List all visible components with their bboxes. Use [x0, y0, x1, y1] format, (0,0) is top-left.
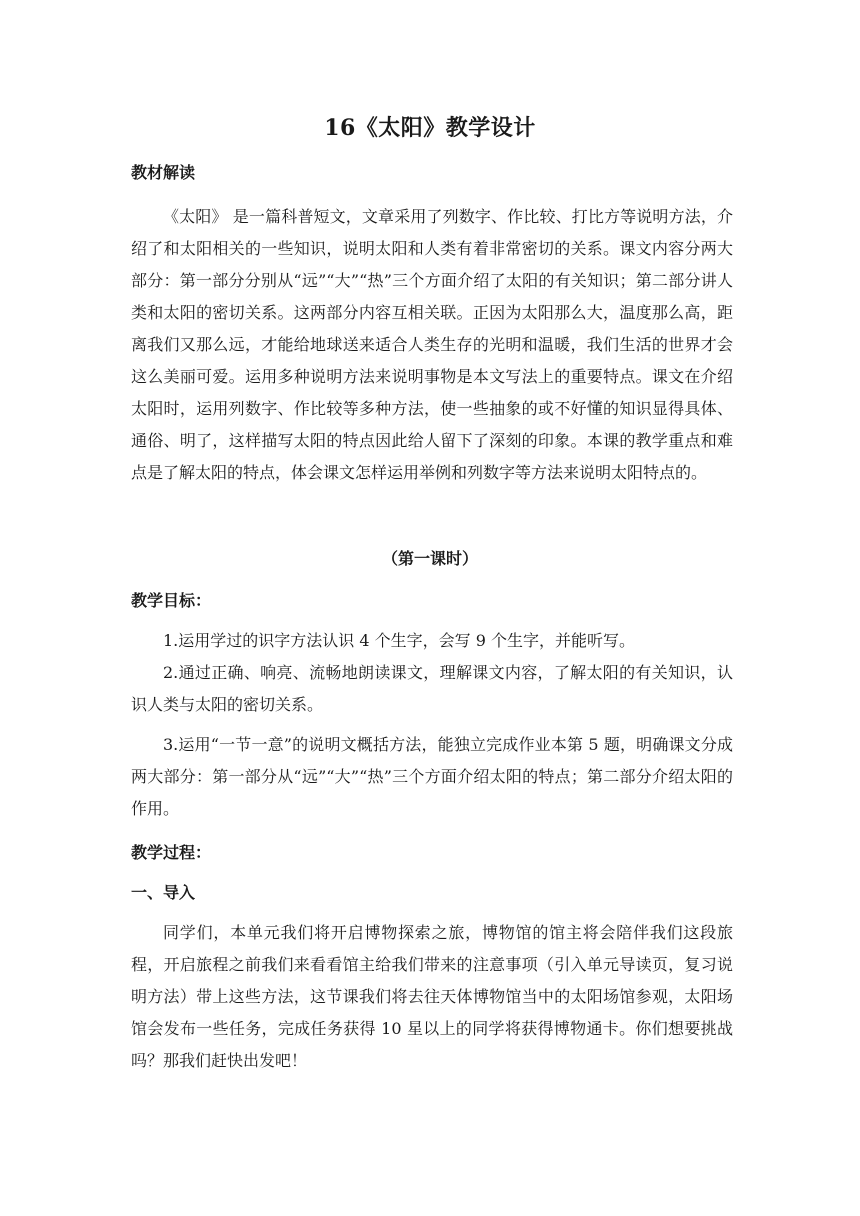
section-heading-process: 教学过程：: [131, 843, 212, 862]
intro-paragraph: 同学们，本单元我们将开启博物探索之旅，博物馆的馆主将会陪伴我们这段旅程，开启旅程之前我们来看看馆主给我们带来的注意事项（引入单元导读页，复习说明方法）带上这些方法，这节课我们将去往天体博物馆当中的太阳场馆参观，太阳场馆会发布一些任务，完成任务获得 10 星以上的同学将获得博物通卡。你们想要挑战吗？那我们赶快出发吧！: [131, 923, 733, 1070]
section-heading-goals: 教学目标：: [131, 591, 212, 610]
goal-item-2: 2.通过正确、响亮、流畅地朗读课文，理解课文内容，了解太阳的有关知识，认识人类与太阳的密切关系。: [131, 663, 733, 714]
document-title: 16《太阳》教学设计: [324, 115, 536, 141]
lesson-label: （第一课时）: [381, 549, 478, 568]
section-heading-intro: 一、导入: [131, 883, 196, 902]
goal-item-1: 1.运用学过的识字方法认识 4 个生字，会写 9 个生字，并能听写。: [163, 631, 635, 650]
goal-item-3: 3.运用“一节一意”的说明文概括方法，能独立完成作业本第 5 题，明确课文分成两大部分：第一部分从“远”“大”“热”三个方面介绍太阳的特点；第二部分介绍太阳的作用。: [131, 735, 733, 818]
textbook-paragraph: 《太阳》 是一篇科普短文，文章采用了列数字、作比较、打比方等说明方法，介绍了和太阳相关的一些知识，说明太阳和人类有着非常密切的关系。课文内容分两大部分：第一部分分别从“远”“大”“热”三个方面介绍了太阳的有关知识；第二部分讲人类和太阳的密切关系。这两部分内容互相关联。正因为太阳那么大，温度那么高，距离我们又那么远，才能给地球送来适合人类生存的光明和温暖，我们生活的世界才会这么美丽可爱。运用多种说明方法来说明事物是本文写法上的重要特点。课文在介绍太阳时，运用列数字、作比较等多种方法，使一些抽象的或不好懂的知识显得具体、通俗、明了，这样描写太阳的特点因此给人留下了深刻的印象。本课的教学重点和难点是了解太阳的特点，体会课文怎样运用举例和列数字等方法来说明太阳特点的。: [131, 207, 733, 482]
section-heading-textbook: 教材解读: [131, 163, 196, 182]
